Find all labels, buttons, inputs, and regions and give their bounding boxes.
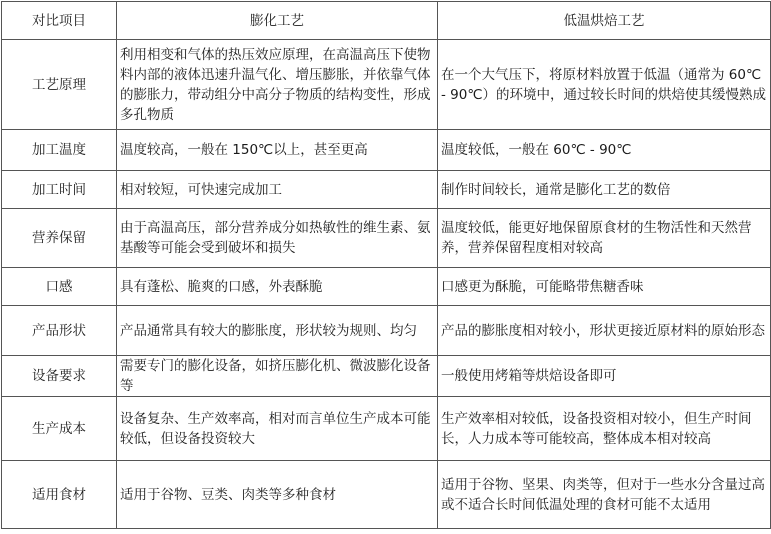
- baking-cell: 在一个大气压下，将原材料放置于低温（通常为 60℃ - 90℃）的环境中，通过较长时间的烘焙使其缓慢熟成: [438, 40, 771, 130]
- puffing-cell: 相对较短，可快速完成加工: [117, 171, 438, 209]
- row-item: 口感: [2, 268, 117, 306]
- table-row: [2, 171, 771, 209]
- table-row: [2, 356, 771, 397]
- baking-cell: 口感更为酥脆，可能略带焦糖香味: [438, 268, 771, 306]
- baking-cell: 生产效率相对较低，设备投资相对较小，但生产时间长，人力成本等可能较高，整体成本相对较高: [438, 397, 771, 461]
- baking-cell: 温度较低，能更好地保留原食材的生物活性和天然营养，营养保留程度相对较高: [438, 209, 771, 268]
- puffing-cell: 具有蓬松、脆爽的口感，外表酥脆: [117, 268, 438, 306]
- comparison-table: [1, 1, 771, 529]
- header-baking: 低温烘焙工艺: [438, 2, 771, 40]
- puffing-cell: 利用相变和气体的热压效应原理，在高温高压下使物料内部的液体迅速升温气化、增压膨胀，并依靠气体的膨胀力，带动组分中高分子物质的结构变性，形成多孔物质: [117, 40, 438, 130]
- row-item: 产品形状: [2, 306, 117, 356]
- table-header-row: [2, 2, 771, 40]
- table-row: [2, 461, 771, 529]
- table-row: [2, 268, 771, 306]
- row-item: 适用食材: [2, 461, 117, 529]
- puffing-cell: 需要专门的膨化设备，如挤压膨化机、微波膨化设备等: [117, 356, 438, 397]
- baking-cell: 产品的膨胀度相对较小，形状更接近原材料的原始形态: [438, 306, 771, 356]
- puffing-cell: 适用于谷物、豆类、肉类等多种食材: [117, 461, 438, 529]
- puffing-cell: 产品通常具有较大的膨胀度，形状较为规则、均匀: [117, 306, 438, 356]
- baking-cell: 温度较低，一般在 60℃ - 90℃: [438, 130, 771, 171]
- row-item: 设备要求: [2, 356, 117, 397]
- table-row: [2, 209, 771, 268]
- row-item: 加工温度: [2, 130, 117, 171]
- baking-cell: 一般使用烤箱等烘焙设备即可: [438, 356, 771, 397]
- row-item: 加工时间: [2, 171, 117, 209]
- puffing-cell: 温度较高，一般在 150℃以上，甚至更高: [117, 130, 438, 171]
- row-item: 营养保留: [2, 209, 117, 268]
- baking-cell: 制作时间较长，通常是膨化工艺的数倍: [438, 171, 771, 209]
- header-item: 对比项目: [2, 2, 117, 40]
- table-row: [2, 130, 771, 171]
- baking-cell: 适用于谷物、坚果、肉类等，但对于一些水分含量过高或不适合长时间低温处理的食材可能不太适用: [438, 461, 771, 529]
- header-puffing: 膨化工艺: [117, 2, 438, 40]
- table-row: [2, 397, 771, 461]
- row-item: 工艺原理: [2, 40, 117, 130]
- row-item: 生产成本: [2, 397, 117, 461]
- puffing-cell: 由于高温高压，部分营养成分如热敏性的维生素、氨基酸等可能会受到破坏和损失: [117, 209, 438, 268]
- puffing-cell: 设备复杂、生产效率高，相对而言单位生产成本可能较低，但设备投资较大: [117, 397, 438, 461]
- table-row: [2, 40, 771, 130]
- table-row: [2, 306, 771, 356]
